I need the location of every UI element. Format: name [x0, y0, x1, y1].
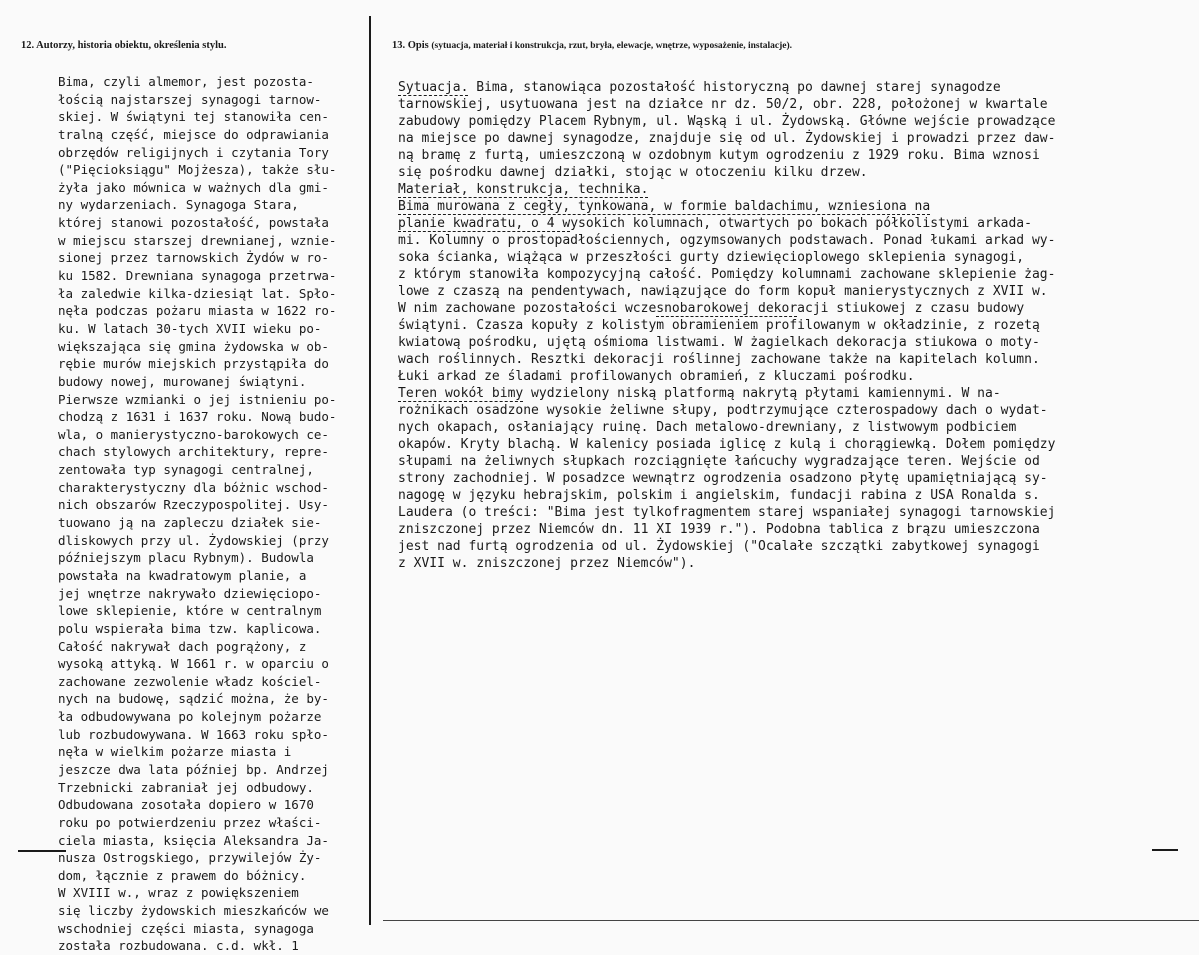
description-text-line: nych okapach, osłaniający ruinę. Dach metalowo-drewniany, z listwowym podbiciem: [398, 420, 1017, 435]
description-text-line: słupami na żeliwnych słupkach rozciągnięte łańcuchy wygradzające teren. Wejście od: [398, 454, 1040, 469]
history-text-line: ła zaledwie kilka-dziesiąt lat. Spło-: [58, 285, 337, 301]
description-text-line: Laudera (o treści: "Bima jest tylkofragmentem starej wspaniałej synagogi tarnowskiej: [398, 505, 1056, 520]
history-text-line: chach stylowych architektury, repre-: [58, 444, 329, 460]
right-margin-rule: [1152, 849, 1178, 851]
history-text-line: w miejscu starszej drewnianej, wznie-: [58, 232, 337, 248]
history-text-line: budowy nowej, murowanej świątyni.: [58, 373, 307, 389]
history-text-line: większająca się gmina żydowska w ob-: [58, 338, 329, 354]
history-text-line: lowe sklepienie, które w centralnym: [58, 603, 322, 619]
section-13-note: (sytuacja, materiał i konstrukcja, rzut, bryła, elewacje, wnętrze, wyposażenie, instalacje).: [431, 41, 793, 51]
history-text-line: lub rozbudowywana. W 1663 roku spło-: [58, 726, 329, 742]
description-text-line: nagogę w języku hebrajskim, polskim i angielskim, fundacji rabina z USA Ronalda s.: [398, 488, 1040, 503]
history-text-line: tralną część, miejsce do odprawiania: [58, 126, 329, 142]
history-text-line: się liczby żydowskich mieszkańców we: [58, 903, 329, 919]
history-text-line: powstała na kwadratowym planie, a: [58, 567, 307, 583]
description-text-column: [398, 79, 1188, 572]
history-text-line: roku po potwierdzeniu przez właści-: [58, 814, 322, 830]
bottom-border-line: [383, 920, 1199, 921]
description-text-line: na miejsce po dawnej synagodze, znajduje się od ul. Żydowskiej i prowadzi przez daw-: [398, 131, 1056, 146]
history-text-line: Bima, czyli almemor, jest pozosta-: [58, 74, 314, 89]
description-text-line: Bima murowana z cegły, tynkowana, w formie baldachimu, wzniesiona na: [398, 199, 931, 214]
history-text-line: nęła w wielkim pożarze miasta i: [58, 744, 292, 760]
history-text-line: łością najstarszej synagogi tarnow-: [58, 91, 322, 107]
history-text-line: ny wydarzeniach. Synagoga Stara,: [58, 197, 299, 213]
description-text-line: z którym stanowiła kompozycyjną całość. Pomiędzy kolumnami zachowane sklepienie żag-: [398, 267, 1056, 282]
history-text-line: jej wnętrze nakrywało dziewięciopo-: [58, 585, 322, 601]
description-text-line: jest nad furtą ogrodzenia od ul. Żydowskiej ("Ocalałe szczątki zabytkowej synagogi: [398, 539, 1040, 554]
history-text-line: wysoką attyką. W 1661 r. w oparciu o: [58, 656, 329, 672]
history-text-line: rębie murów miejskich przystąpiła do: [58, 356, 329, 372]
history-text-line: nich obszarów Rzeczypospolitej. Usy-: [58, 497, 329, 513]
description-text-line: się pośrodku dawnej działki, stojąc w otoczeniu kilku drzew.: [398, 165, 868, 180]
description-text-line: strony zachodniej. W posadzce wewnątrz ogrodzenia osadzono płytę upamiętniającą sy-: [398, 471, 1048, 486]
history-text-column: [58, 73, 369, 955]
history-text-line: charakterystyczny dla bóżnic wschod-: [58, 479, 329, 495]
section-13-heading: [392, 40, 792, 51]
history-text-line: dom, łącznie z prawem do bóżnicy.: [58, 867, 307, 883]
history-text-line: Pierwsze wzmianki o jej istnieniu po-: [58, 391, 337, 407]
column-divider: [369, 16, 371, 925]
history-text-line: ku 1582. Drewniana synagoga przetrwa-: [58, 268, 337, 284]
description-text-line: wach roślinnych. Resztki dekoracji roślinnej zachowane także na kapitelach kolumn.: [398, 352, 1040, 367]
description-text-line: Sytuacja. Bima, stanowiąca pozostałość historyczną po dawnej starej synagodze: [398, 80, 1001, 95]
history-text-line: Trzebnicki zabraniał jej odbudowy.: [58, 779, 314, 795]
history-text-line: została rozbudowana. c.d. wkł. 1: [58, 938, 299, 954]
history-text-line: tuowano ją na zapleczu działek sie-: [58, 515, 322, 531]
description-text-line: zniszczonej przez Niemców dn. 11 XI 1939 r."). Podobna tablica z brązu umieszczona: [398, 522, 1040, 537]
description-text-line: zabudowy pomiędzy Placem Rybnym, ul. Wąską i ul. Żydowską. Główne wejście prowadzące: [398, 114, 1056, 129]
history-text-line: jeszcze dwa lata później bp. Andrzej: [58, 761, 329, 777]
history-text-line: skiej. W świątyni tej stanowiła cen-: [58, 109, 329, 125]
history-text-line: ("Pięcioksiągu" Mojżesza), także słu-: [58, 162, 337, 178]
history-text-line: nęła podczas pożaru miasta w 1622 ro-: [58, 303, 337, 319]
description-text-line: okapów. Kryty blachą. W kalenicy posiada iglicę z kulą i chorągiewką. Dołem pomiędzy: [398, 437, 1056, 452]
history-text-line: późniejszym placu Rybnym). Budowla: [58, 550, 314, 566]
history-text-line: nych na budowę, sądzić można, że by-: [58, 691, 329, 707]
section-12-heading: [21, 40, 226, 51]
history-text-line: nusza Ostrogskiego, przywilejów Ży-: [58, 850, 322, 866]
description-text-line: soka ścianka, wiążąca w przeszłości gurty dziewięcioplowego sklepienia synagogi,: [398, 250, 1025, 265]
description-text-line: planie kwadratu, o 4 wysokich kolumnach, otwartych po bokach półkolistymi arkada-: [398, 216, 1032, 231]
description-text-line: kwiatową pośrodku, ujętą ośmioma listwami. W żagielkach dekoracja stiukowa o moty-: [398, 335, 1040, 350]
history-text-line: polu wspierała bima tzw. kaplicowa.: [58, 620, 322, 636]
description-text-line: Materiał, konstrukcja, technika.: [398, 182, 649, 197]
description-text-line: rożnikach osadzone wysokie żeliwne słupy, podtrzymujące czterospadowy dach o wydat-: [398, 403, 1048, 418]
history-text-line: ciela miasta, księcia Aleksandra Ja-: [58, 832, 329, 848]
description-text-line: z XVII w. zniszczonej przez Niemców").: [398, 556, 696, 571]
description-text-line: tarnowskiej, usytuowana jest na działce nr dz. 50/2, obr. 228, położonej w kwartale: [398, 97, 1048, 112]
history-text-line: chodzą z 1631 i 1637 roku. Nową budo-: [58, 409, 337, 425]
history-text-line: ła odbudowywana po kolejnym pożarze: [58, 709, 322, 725]
section-12-title: 12. Autorzy, historia obiektu, określenia stylu.: [21, 40, 227, 51]
history-text-line: wla, o manierystyczno-barokowych ce-: [58, 426, 329, 442]
description-text-line: ną bramę z furtą, umieszczoną w ozdobnym kutym ogrodzeniu z 1929 roku. Bima wznosi: [398, 148, 1040, 163]
description-text-line: Łuki arkad ze śladami profilowanych obramień, z kluczami pośrodku.: [398, 369, 915, 384]
section-13-title: 13. Opis: [392, 40, 429, 51]
history-text-line: sionej przez tarnowskich Żydów w ro-: [58, 250, 329, 266]
description-text-line: lowe z czaszą na pendentywach, nawiązujące do form kopuł manierystycznych z XVII w.: [398, 284, 1048, 299]
history-text-line: wschodniej części miasta, synagoga: [58, 920, 314, 936]
history-text-line: której stanowi pozostałość, powstała: [58, 215, 329, 231]
description-text-line: mi. Kolumny o prostopadłościennych, ogzymsowanych podstawach. Ponad łukami arkad wy-: [398, 233, 1056, 248]
description-text-line: świątyni. Czasza kopuły z kolistym obramieniem profilowanym w okładzinie, z rozetą: [398, 318, 1040, 333]
history-text-line: zachowane zezwolenie władz kościel-: [58, 673, 322, 689]
history-text-line: W XVIII w., wraz z powiększeniem: [58, 885, 299, 901]
history-text-line: dliskowych przy ul. Żydowskiej (przy: [58, 532, 329, 548]
history-text-line: Całość nakrywał dach pogrążony, z: [58, 638, 307, 654]
description-text-line: Teren wokół bimy wydzielony niską platformą nakrytą płytami kamiennymi. W na-: [398, 386, 1001, 401]
history-text-line: żyła jako mównica w ważnych dla gmi-: [58, 179, 329, 195]
history-text-line: obrzędów religijnych i czytania Tory: [58, 144, 329, 160]
history-text-line: ku. W latach 30-tych XVII wieku po-: [58, 320, 322, 336]
description-text-line: W nim zachowane pozostałości wczesnobarokowej dekoracji stiukowej z czasu budowy: [398, 301, 1025, 316]
history-text-line: Odbudowana zosotała dopiero w 1670: [58, 797, 314, 813]
history-text-line: zentowała typ synagogi centralnej,: [58, 462, 314, 478]
